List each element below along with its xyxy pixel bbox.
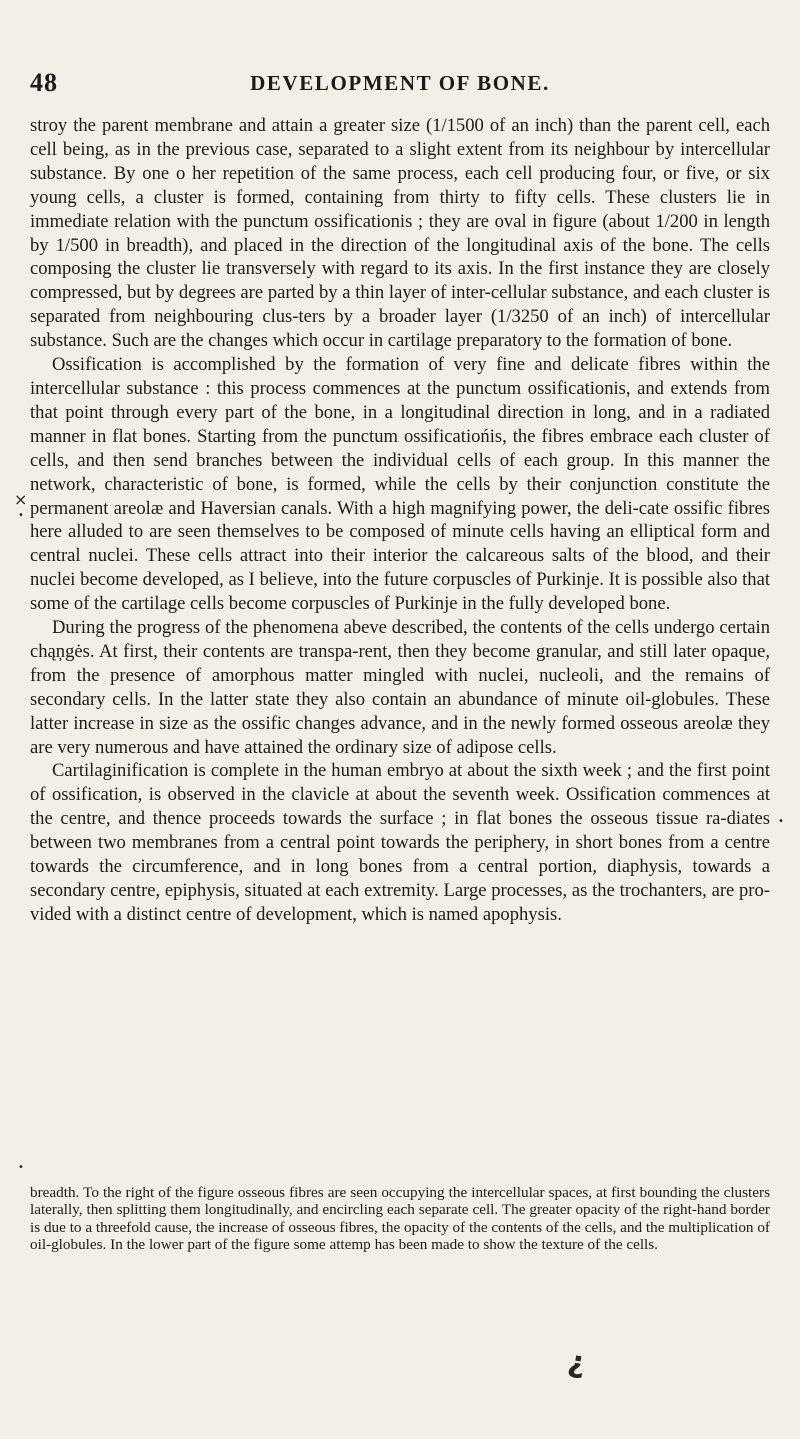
ink-mark: ¿ [565, 1343, 588, 1382]
page-number: 48 [30, 68, 58, 97]
footnote-text: breadth. To the right of the figure osseous fibres are seen occupying the intercellular spaces, at first bounding the clusters laterally, then splitting them longitudinally, and encircling each separate cell. The greater opacity of the right-hand border is due to a threefold cause, the increase of osseous fibres, the opacity of the contents of the cells, and the multiplication of oil-globules. In the lower part of the figure some attemp has been made to show the texture of the cells. [30, 1184, 770, 1254]
body-text [30, 114, 770, 927]
margin-mark: × [14, 490, 28, 509]
paragraph: Ossification is accomplished by the formation of very fine and delicate fibres within the intercellular substance : this process commences at the punctum ossificationis, and extends from that point through every part of the bone, in a longitudinal direction in long, and in a radiated manner in flat bones. Starting from the punctum ossificatiońis, the fibres embrace each cluster of cells, and then send branches between the individual cells of each group. In this manner the network, characteristic of bone, is formed, while the cells by their conjunction constitute the permanent areolæ and Haversian canals. With a high magnifying power, the deli-cate ossific fibres here alluded to are seen themselves to be composed of minute cells having an elliptical form and central nuclei. These cells attract into their interior the calcareous salts of the blood, and their nuclei become developed, as I believe, into the future corpuscles of Purkinje. It is possible also that some of the cartilage cells become corpuscles of Purkinje in the fully developed bone. [30, 354, 770, 615]
running-head: DEVELOPMENT OF BONE. [250, 71, 550, 95]
margin-dot: • [778, 816, 784, 827]
page-header [30, 68, 770, 98]
footnote [30, 1184, 770, 1254]
margin-dot: • [18, 1162, 24, 1173]
paragraph: During the progress of the phenomena abeve described, the contents of the cells undergo certain chąņgės. At first, their contents are transpa-rent, then they become granular, and still later opaque, from the presence of amorphous matter mingled with nuclei, nucleoli, and the remains of secondary cells. In the latter state they also contain an abundance of minute oil-globules. These latter increase in size as the ossific changes advance, and in the newly formed osseous areolæ they are very numerous and have attained the ordinary size of adipose cells. [30, 617, 770, 758]
margin-dot: • [18, 510, 24, 521]
paragraph: Cartilaginification is complete in the human embryo at about the sixth week ; and the first point of ossification, is observed in the clavicle at about the seventh week. Ossification commences at the centre, and thence proceeds towards the surface ; in flat bones the osseous tissue ra-diates between two membranes from a central point towards the periphery, in short bones from a centre towards the circumference, and in long bones from a central portion, diaphysis, towards a secondary centre, epiphysis, situated at each extremity. Large processes, as the trochanters, are pro-vided with a distinct centre of development, which is named apophysis. [30, 760, 770, 925]
paragraph: stroy the parent membrane and attain a greater size (1/1500 of an inch) than the parent cell, each cell being, as in the previous case, separated to a slight extent from its neighbour by intercellular substance. By one o her repetition of the same process, each cell producing four, or five, or six young cells, a cluster is formed, containing from thirty to fifty cells. These clusters lie in immediate relation with the punctum ossificationis ; they are oval in figure (about 1/200 in length by 1/500 in breadth), and placed in the direction of the longitudinal axis of the bone. The cells composing the cluster lie transversely with regard to its axis. In the first instance they are closely compressed, but by degrees are parted by a thin layer of inter-cellular substance, and each cluster is separated from neighbouring clus-ters by a broader layer (1/3250 of an inch) of intercellular substance. Such are the changes which occur in cartilage preparatory to the formation of bone. [30, 115, 770, 352]
